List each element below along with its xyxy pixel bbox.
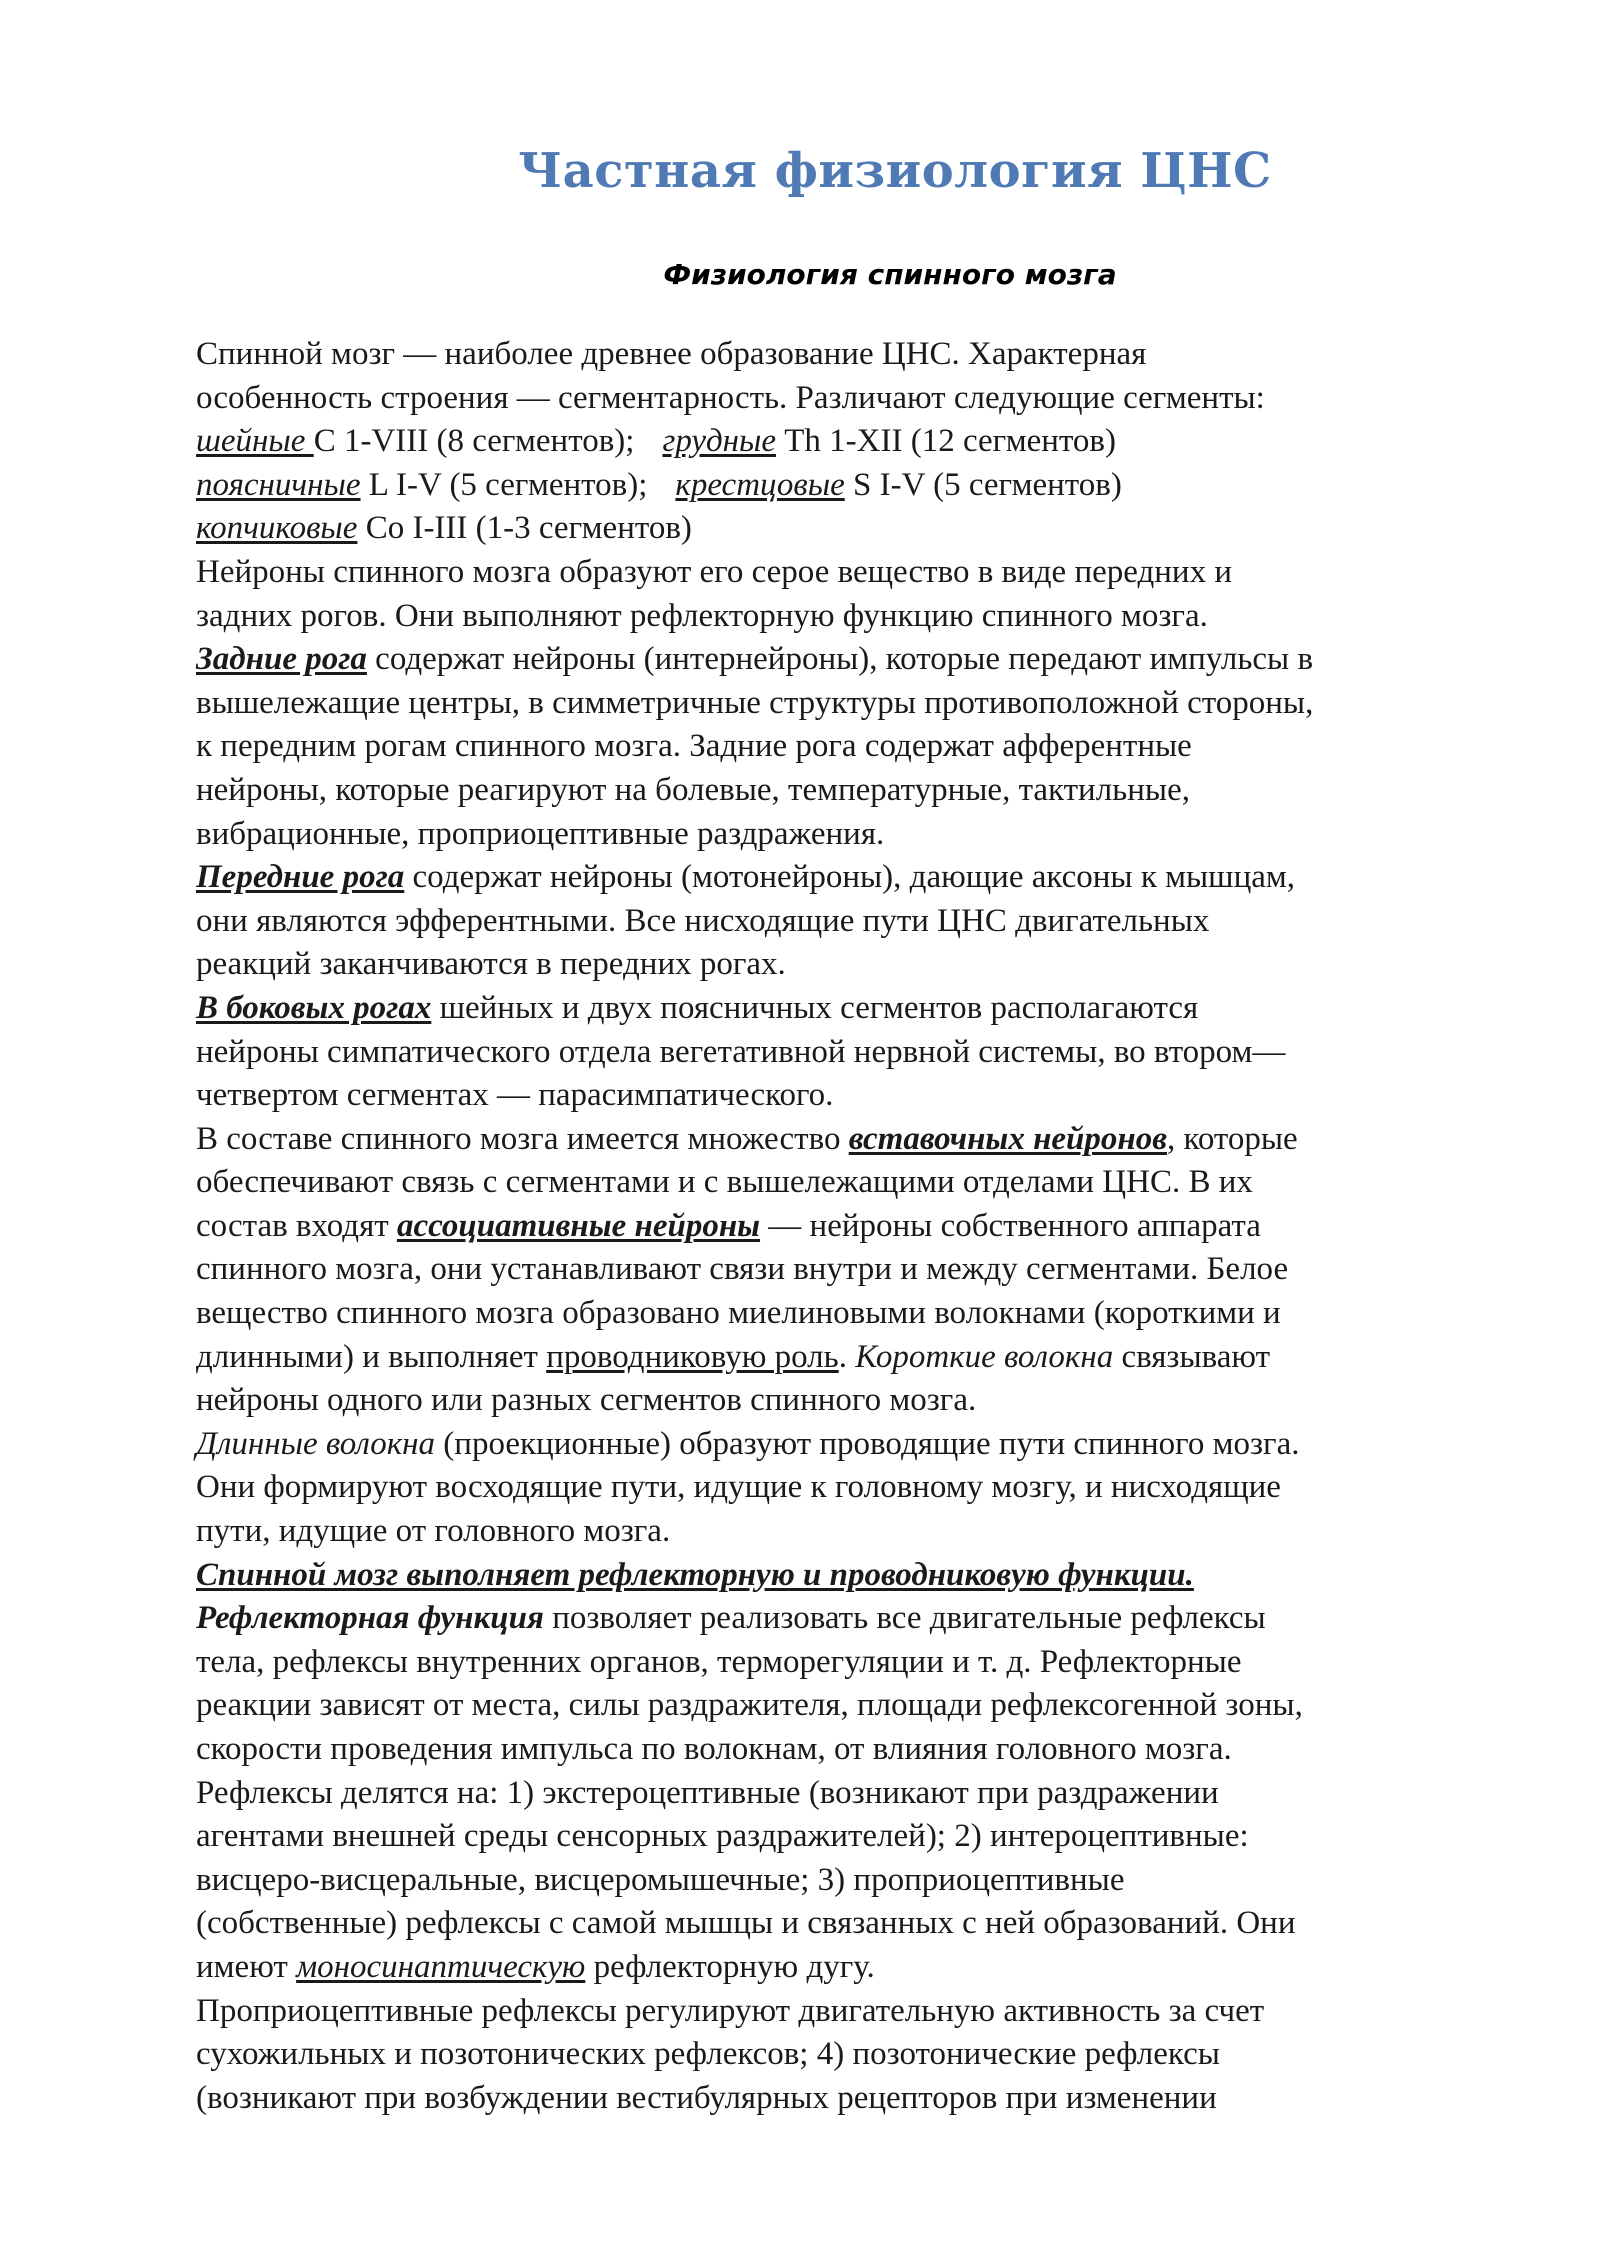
text-run: , которые [1166,1120,1298,1157]
text-line [196,507,1516,551]
text-run: состав входят [196,1207,397,1244]
text-run: реакции зависят от места, силы раздражителя, площади рефлексогенной зоны, [196,1687,1303,1724]
text-run: длинными) и выполняет [196,1338,547,1375]
text-run: вещество спинного мозга образовано миелиновыми волокнами (короткими и [196,1295,1281,1332]
text-line [196,1292,1516,1336]
text-run: Co I-III (1-3 сегментов) [357,510,692,547]
text-line [196,682,1516,726]
text-line [196,1597,1516,1641]
text-run: пути, идущие от головного мозга. [196,1513,671,1550]
emphasized-term: Короткие волокна [855,1338,1114,1375]
text-run: (собственные) рефлексы с самой мышцы и связанных с ней образований. Они [196,1905,1296,1942]
text-run: S I-V (5 сегментов) [844,466,1122,503]
text-line [196,1554,1516,1598]
text-run: . [838,1338,856,1375]
text-run: висцеро-висцеральные, висцеромышечные; 3) проприоцептивные [196,1861,1125,1898]
text-line [196,1772,1516,1816]
text-run: рефлекторную дугу. [585,1948,875,1985]
text-line [196,987,1516,1031]
text-line [196,595,1516,639]
emphasized-term: Длинные волокна [196,1425,436,1462]
text-run: агентами внешней среды сенсорных раздражителей); 2) интероцептивные: [196,1818,1249,1855]
text-line [196,464,1516,508]
text-run: задних рогов. Они выполняют рефлекторную функцию спинного мозга. [196,597,1208,634]
text-line [196,1161,1516,1205]
text-line [196,333,1516,377]
emphasized-term: вставочных нейронов [848,1120,1167,1157]
text-line [196,1815,1516,1859]
text-run: (возникают при возбуждении вестибулярных рецепторов при изменении [196,2079,1217,2116]
text-run: Th 1-XII (12 сегментов) [776,423,1117,460]
text-run: особенность строения — сегментарность. Различают следующие сегменты: [196,379,1265,416]
emphasized-term: крестцовые [675,466,845,503]
text-line [196,1728,1516,1772]
text-line [196,1423,1516,1467]
text-run: тела, рефлексы внутренних органов, терморегуляции и т. д. Рефлекторные [196,1643,1242,1680]
text-line [196,1379,1516,1423]
text-run: L I-V (5 сегментов); [360,466,648,503]
text-run: реакций заканчиваются в передних рогах. [196,946,786,983]
text-run: вышележащие центры, в симметричные структуры противоположной стороны, [196,684,1314,721]
text-run: сухожильных и позотонических рефлексов; 4) позотонические рефлексы [196,2036,1220,2073]
text-run: Проприоцептивные рефлексы регулируют двигательную активность за счет [196,1992,1265,2029]
text-line [196,1510,1516,1554]
text-run: В составе спинного мозга имеется множество [196,1120,849,1157]
text-run: позволяет реализовать все двигательные рефлексы [543,1600,1266,1637]
emphasized-term: Рефлекторная функция [196,1600,544,1637]
text-run: — нейроны собственного аппарата [760,1207,1261,1244]
text-run: вибрационные, проприоцептивные раздражения. [196,815,885,852]
text-run: связывают [1113,1338,1271,1375]
text-run: нейроны одного или разных сегментов спинного мозга. [196,1382,977,1419]
text-run: обеспечивают связь с сегментами и с вышележащими отделами ЦНС. В их [196,1164,1253,1201]
section-subtitle: Физиология спинного мозга [663,258,1117,291]
text-line [196,1118,1516,1162]
text-line [196,769,1516,813]
text-line [196,1859,1516,1903]
text-run: Рефлексы делятся на: 1) экстероцептивные (возникают при раздражении [196,1774,1219,1811]
text-line [196,1946,1516,1990]
emphasized-term: Спинной мозг выполняет рефлекторную и проводниковую функции. [196,1556,1194,1593]
text-line [196,1031,1516,1075]
text-run: нейроны симпатического отдела вегетативной нервной системы, во втором— [196,1033,1286,1070]
text-line [196,813,1516,857]
text-line [196,638,1516,682]
text-run: они являются эфферентными. Все нисходящие пути ЦНС двигательных [196,902,1210,939]
text-line [196,1684,1516,1728]
text-run: C 1-VIII (8 сегментов); [313,423,635,460]
text-run: скорости проведения импульса по волокнам, от влияния головного мозга. [196,1731,1232,1767]
emphasized-term: грудные [662,423,777,460]
body-text [196,333,1516,2120]
text-line [196,1990,1516,2034]
emphasized-term: проводниковую роль [546,1338,839,1375]
text-run: содержат нейроны (мотонейроны), дающие аксоны к мышцам, [404,859,1296,896]
text-line [196,1902,1516,1946]
text-run: Нейроны спинного мозга образуют его серое вещество в виде передних и [196,553,1232,590]
text-run: нейроны, которые реагируют на болевые, температурные, тактильные, [196,771,1190,808]
text-line [196,2077,1516,2121]
emphasized-term: В боковых рогах [196,989,432,1026]
emphasized-term: копчиковые [196,510,358,547]
text-run: Спинной мозг — наиболее древнее образование ЦНС. Характерная [196,336,1147,372]
text-line [196,2033,1516,2077]
emphasized-term: моносинаптическую [296,1948,586,1985]
text-run: шейных и двух поясничных сегментов располагаются [431,989,1199,1026]
page-title: Частная физиология ЦНС [518,143,1272,199]
text-line [196,900,1516,944]
text-line [196,1205,1516,1249]
emphasized-term: ассоциативные нейроны [396,1207,761,1244]
text-line [196,943,1516,987]
text-line [196,377,1516,421]
emphasized-term: Передние рога [196,859,405,896]
text-run: (проекционные) образуют проводящие пути спинного мозга. [435,1425,1300,1462]
emphasized-term: поясничные [196,466,361,503]
text-line [196,551,1516,595]
text-line [196,1466,1516,1510]
text-run: имеют [196,1948,297,1985]
text-line [196,1074,1516,1118]
text-line [196,856,1516,900]
text-line [196,1248,1516,1292]
text-line [196,725,1516,769]
text-run: Они формируют восходящие пути, идущие к головному мозгу, и нисходящие [196,1469,1281,1506]
text-run: к передним рогам спинного мозга. Задние рога содержат афферентные [196,728,1192,765]
text-run: спинного мозга, они устанавливают связи внутри и между сегментами. Белое [196,1251,1289,1288]
text-run: четвертом сегментах — парасимпатического. [196,1077,834,1114]
text-line [196,1641,1516,1685]
emphasized-term: шейные [196,423,314,460]
text-line [196,1336,1516,1380]
text-run: содержат нейроны (интернейроны), которые передают импульсы в [366,641,1314,678]
emphasized-term: Задние рога [196,641,367,678]
text-line [196,420,1516,464]
